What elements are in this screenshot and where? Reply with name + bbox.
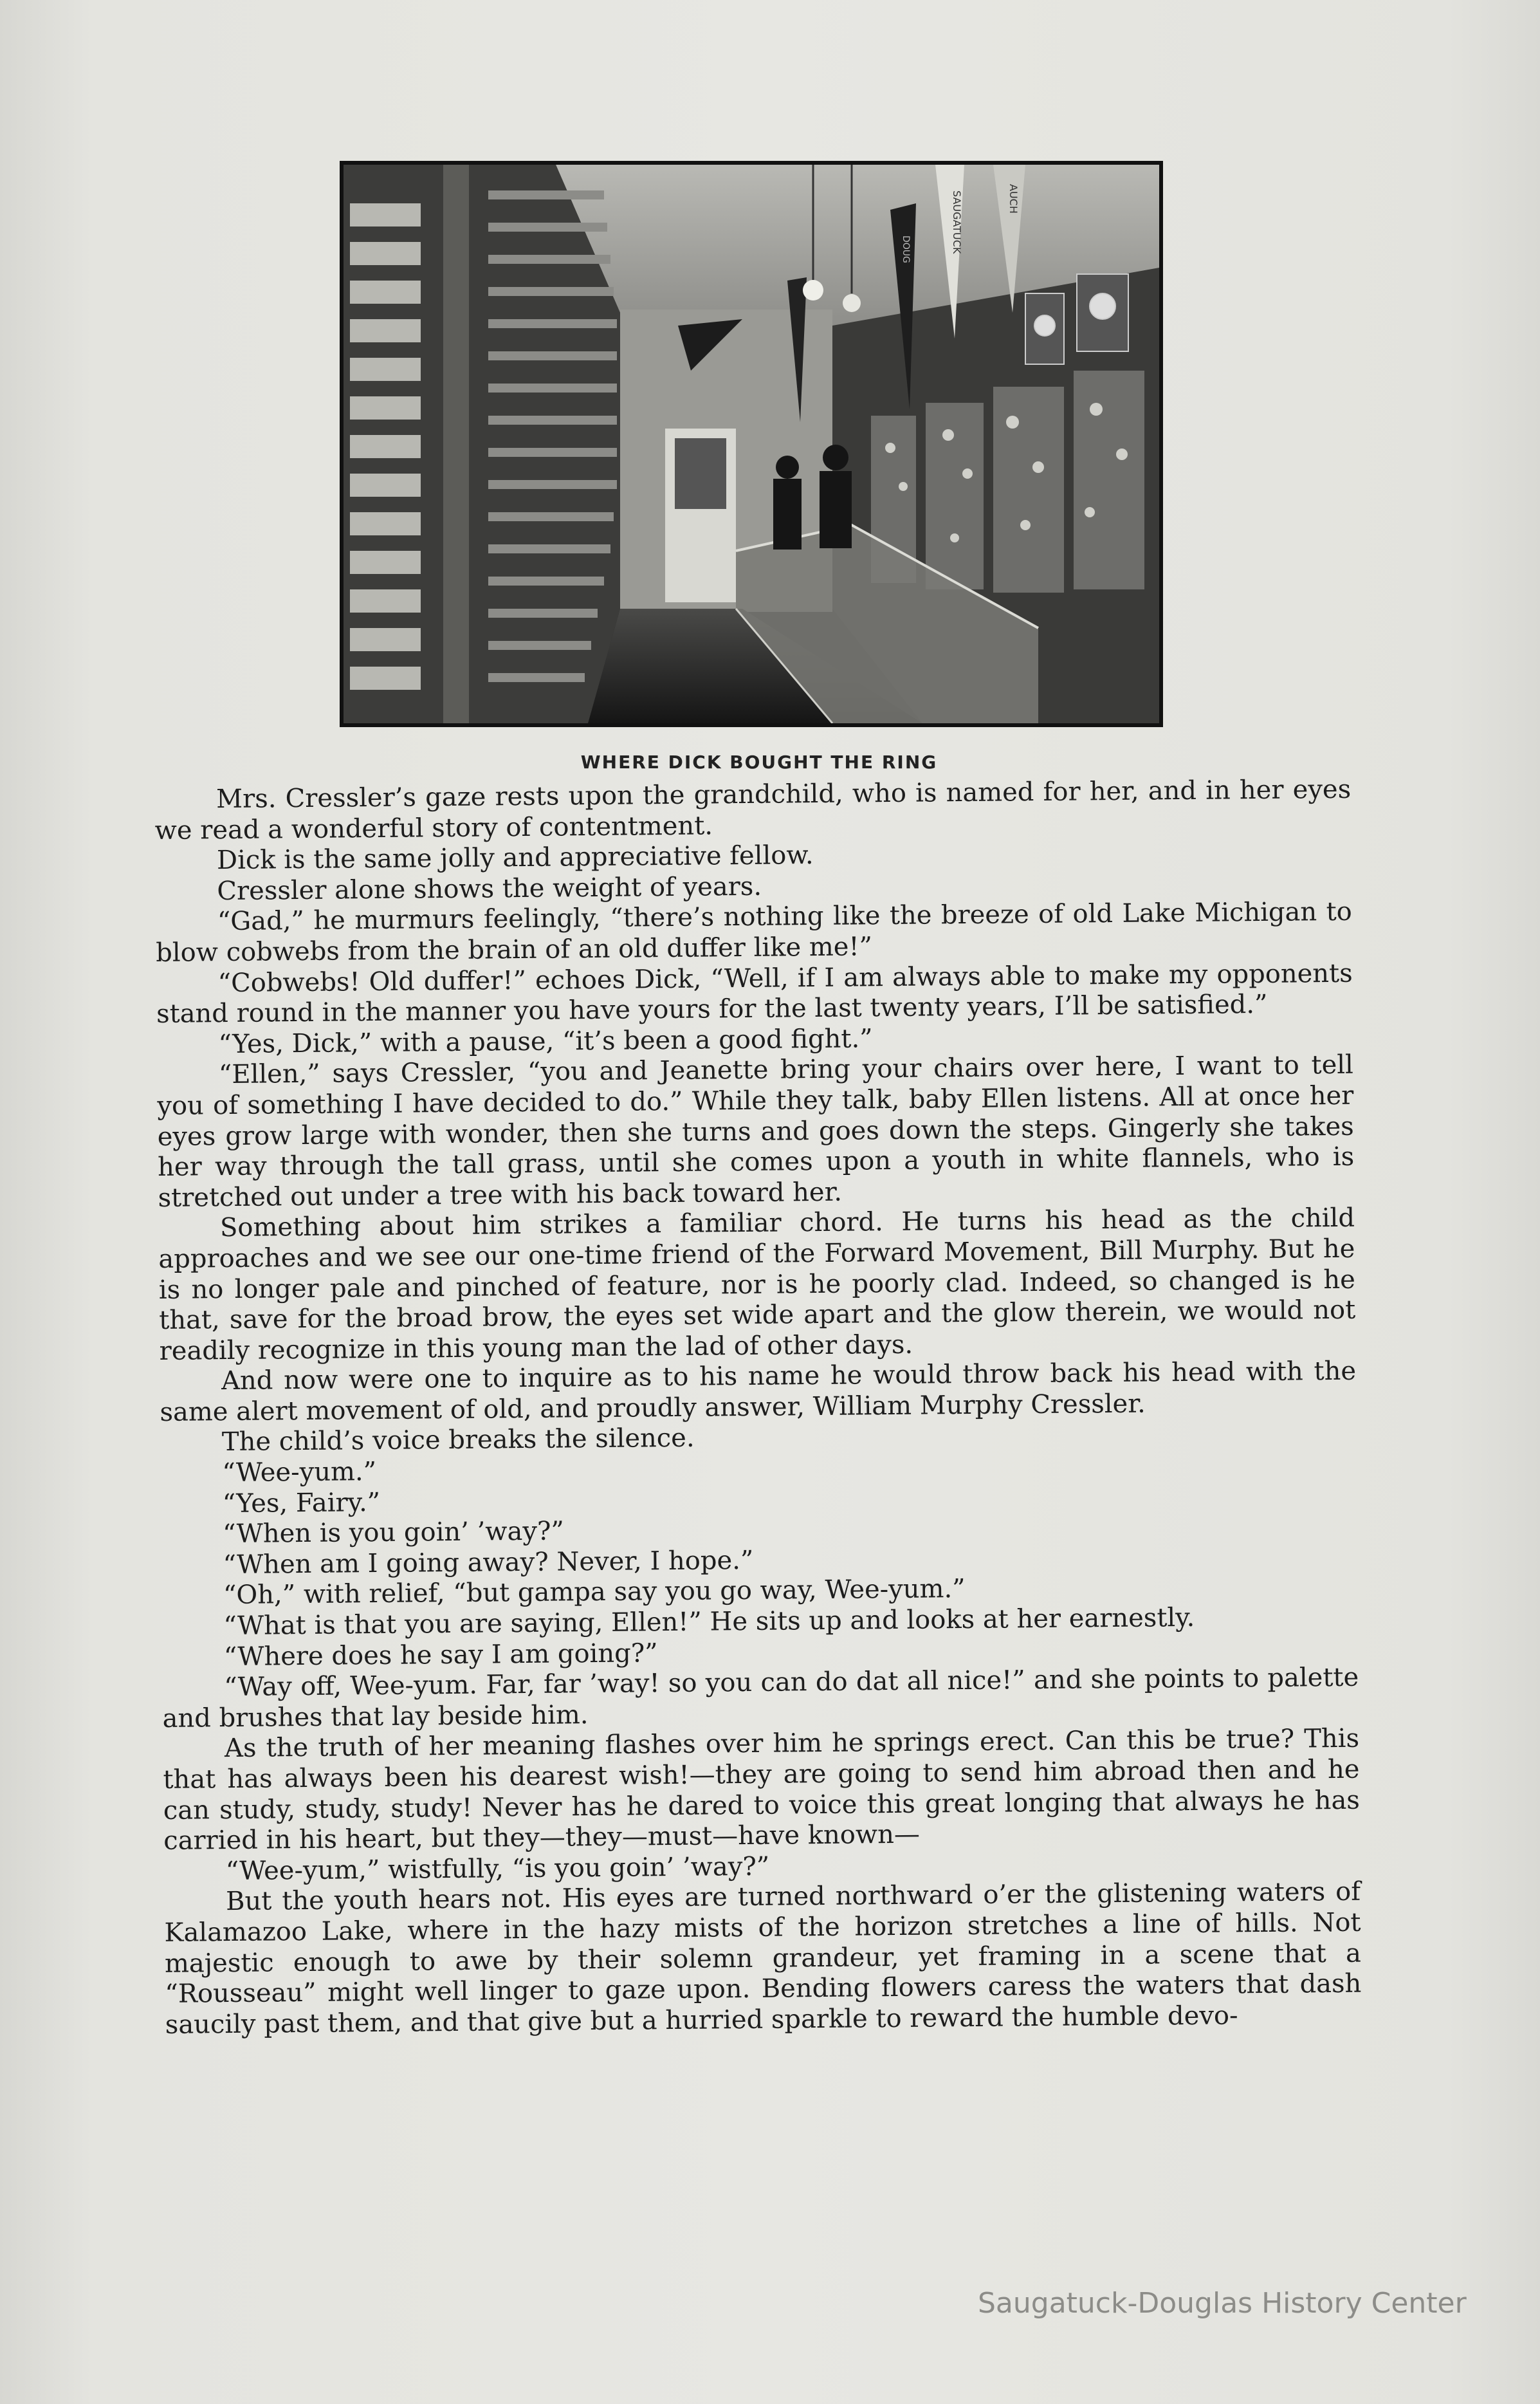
paragraph: “Yes, Fairy.” (222, 1487, 381, 1519)
paragraph: “When is you goin’ ’way?” (222, 1516, 565, 1549)
paragraph: “Gad,” he murmurs feelingly, “there’s nothing like the breeze of old Lake Michigan to blow cobwebs from the brain of an old duffer like me!” (156, 897, 1352, 968)
paragraph: “Oh,” with relief, “but gampa say you go way, Wee-yum.” (223, 1574, 966, 1611)
paragraph: But the youth hears not. His eyes are turned northward o’er the glistening waters of Kalamazoo Lake, where in the hazy mists of the horizon stretches a line of hills. Not majestic enough to awe by their solemn grandeur, yet framing in a scene that a “Rousseau” might well linger to gaze upon. Bending flowers caress the waters that dash saucily past them, and that give but a hurried sparkle to reward the humble devo- (164, 1877, 1362, 2040)
paragraph: “Wee-yum.” (222, 1457, 377, 1488)
paragraph: “Yes, Dick,” with a pause, “it’s been a good fight.” (218, 1024, 873, 1059)
paragraph: And now were one to inquire as to his name he would throw back his head with the same alert movement of old, and proudly answer, William Murphy Cressler. (160, 1356, 1357, 1427)
pennant-text-1: SAUGATUCK (951, 190, 963, 254)
paragraph: The child’s voice breaks the silence. (221, 1423, 695, 1457)
pennant-text-3: DOUG (901, 236, 911, 263)
paragraph: Dick is the same jolly and appreciative fellow. (216, 840, 814, 876)
body-text (154, 775, 1362, 2041)
store-photograph (340, 161, 1163, 727)
paragraph: Cressler alone shows the weight of years. (217, 871, 762, 906)
paragraph: “Way off, Wee-yum. Far, far ’way! so you can do dat all nice!” and she points to palette and brushes that lay beside him. (162, 1662, 1359, 1734)
paragraph: Mrs. Cressler’s gaze rests upon the grandchild, who is named for her, and in her eyes we read a wonderful story of contentment. (154, 774, 1352, 846)
paragraph: “Ellen,” says Cressler, “you and Jeanette bring your chairs over here, I want to tell you of something I have decided to do.” While they talk, baby Ellen listens. All at once her eyes grow large with wonder, then she turns and goes down the steps. Gingerly she takes her way through the tall grass, until she comes upon a youth in white flannels, who is stretched out under a tree with his back toward her. (157, 1050, 1355, 1213)
paragraph: “Where does he say I am going?” (223, 1638, 658, 1672)
paragraph: “When am I going away? Never, I hope.” (223, 1545, 754, 1580)
paragraph: As the truth of her meaning flashes over him he springs erect. Can this be true? This that has always been his dearest wish!—they are going to send him abroad then and he can study, study, study! Never has he dared to voice this great longing that always he has carried in his heart, but they—they—must—have known— (163, 1724, 1361, 1856)
paragraph: Something about him strikes a familiar chord. He turns his head as the child approaches and we see our one-time friend of the Forward Movement, Bill Murphy. But he is no longer pale and pinched of feature, nor is he poorly clad. Indeed, so changed is he that, save for the broad brow, the eyes set wide apart and the glow therein, we would not readily recognize in this young man the lad of other days. (158, 1203, 1356, 1366)
paragraph: “Cobwebs! Old duffer!” echoes Dick, “Well, if I am always able to make my opponents stand round in the manner you have yours for the last twenty years, I’ll be satisfied.” (156, 958, 1353, 1030)
paragraph: “Wee-yum,” wistfully, “is you goin’ ’way?” (225, 1851, 770, 1886)
store-interior-illustration (344, 165, 1159, 723)
photo-caption: WHERE DICK BOUGHT THE RING (580, 752, 938, 773)
paragraph: “What is that you are saying, Ellen!” He sits up and looks at her earnestly. (223, 1602, 1195, 1641)
pennant-text-2: AUCH (1007, 184, 1020, 214)
watermark: Saugatuck-Douglas History Center (978, 2287, 1467, 2320)
